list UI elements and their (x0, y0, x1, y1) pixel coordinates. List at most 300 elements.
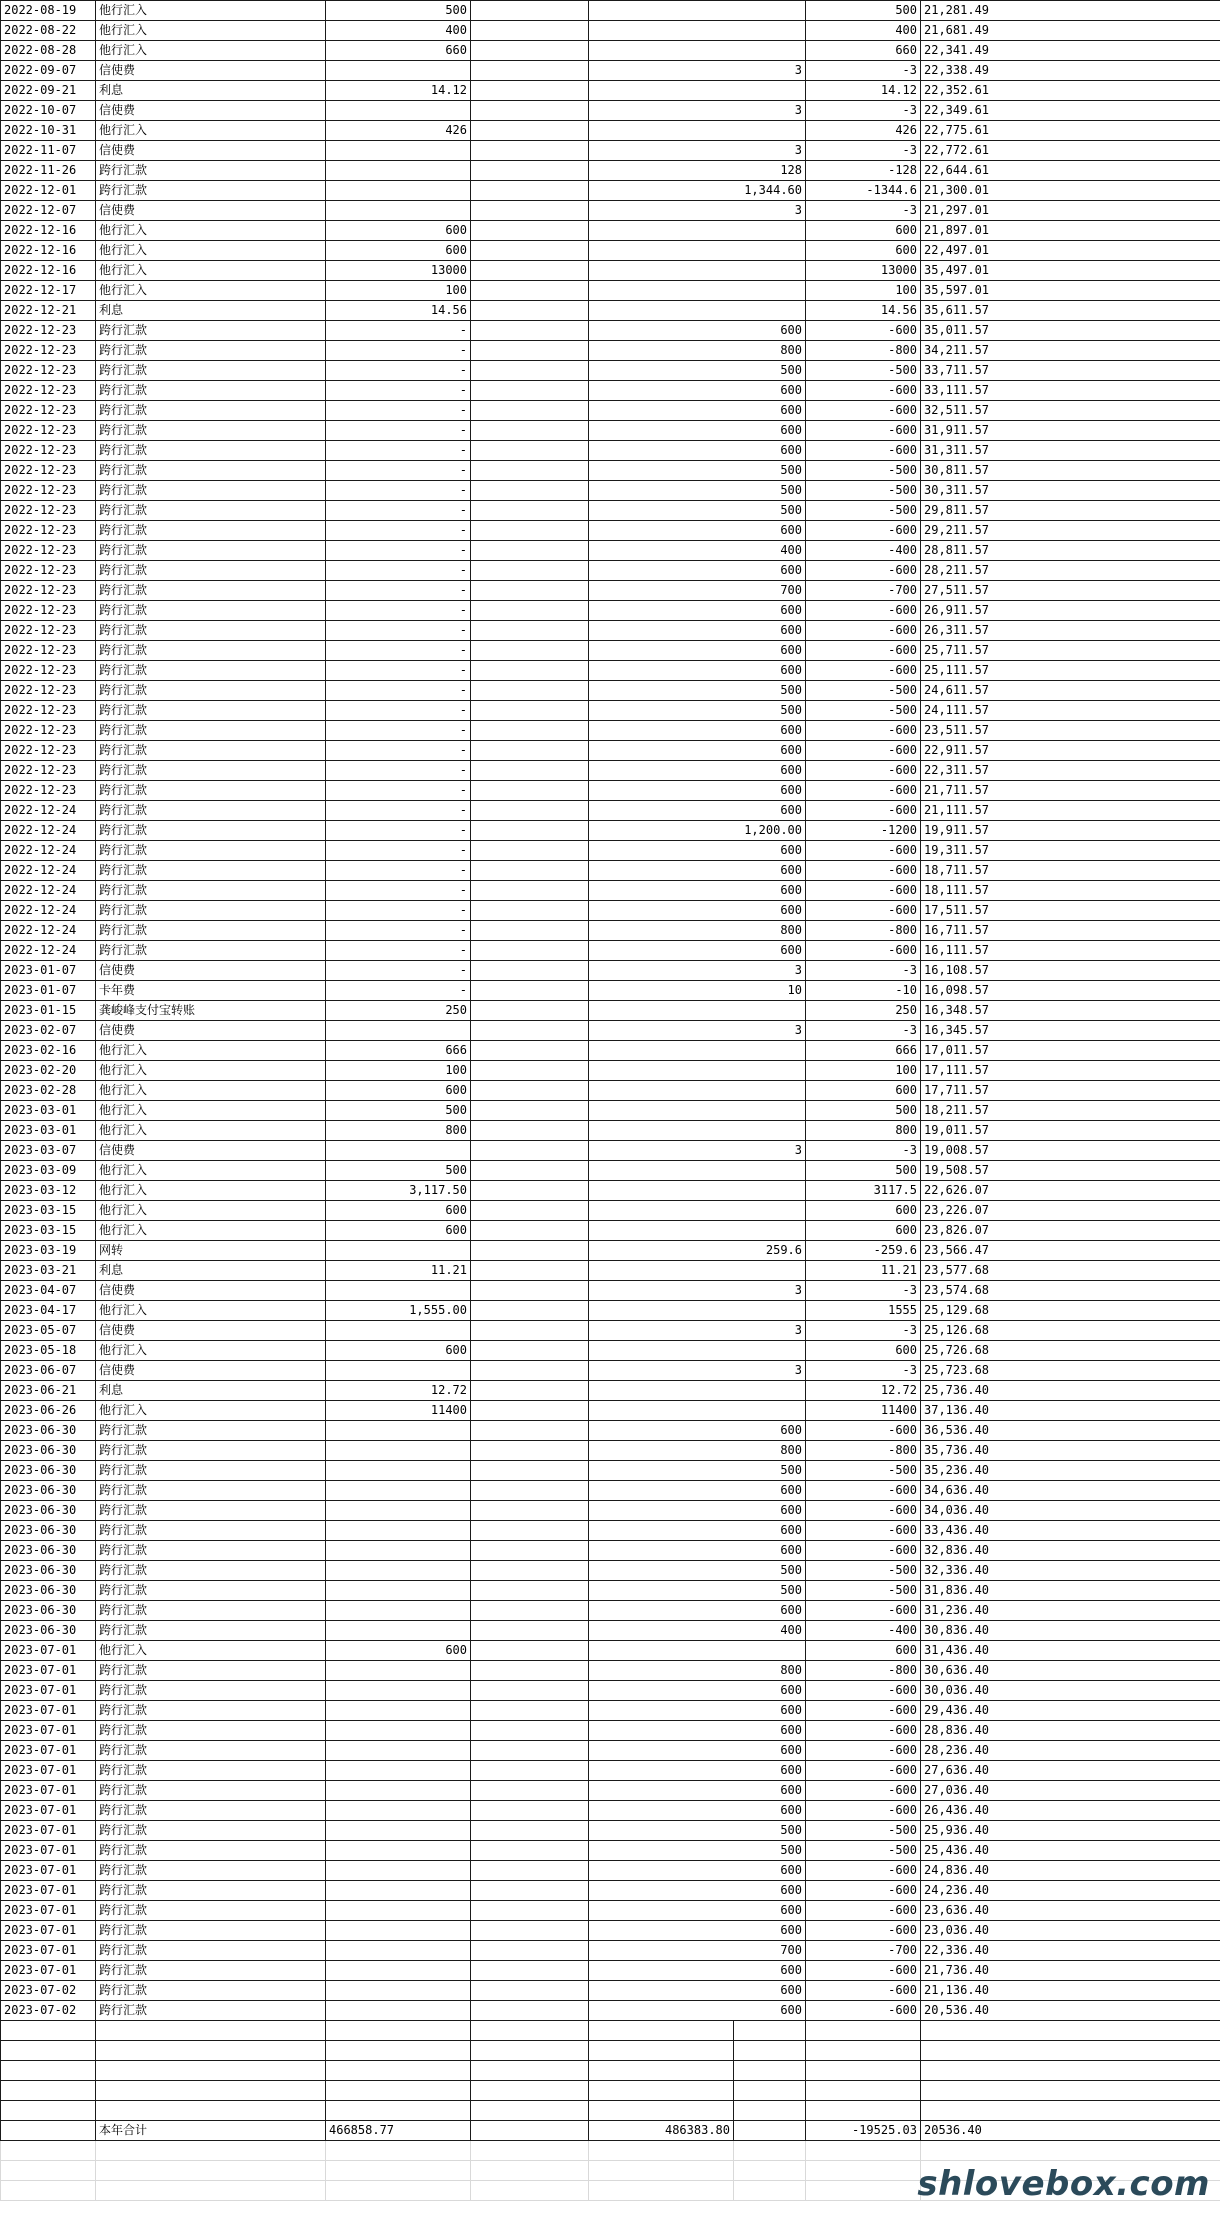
spacer-cell[interactable] (471, 401, 589, 421)
net-cell[interactable]: -600 (806, 1541, 921, 1561)
ledger-row[interactable] (1, 1581, 1220, 1601)
balance-cell[interactable]: 22,626.07 (921, 1181, 1220, 1201)
net-cell[interactable]: -600 (806, 1421, 921, 1441)
date-cell[interactable]: 2023-02-16 (1, 1041, 96, 1061)
ledger-row[interactable] (1, 221, 1220, 241)
net-cell[interactable]: -700 (806, 581, 921, 601)
date-cell[interactable]: 2023-06-30 (1, 1441, 96, 1461)
ledger-row[interactable] (1, 381, 1220, 401)
expense-cell[interactable]: 600 (589, 421, 806, 441)
spacer-cell[interactable] (471, 21, 589, 41)
ledger-row[interactable] (1, 1661, 1220, 1681)
ledger-row[interactable] (1, 1681, 1220, 1701)
ledger-row[interactable] (1, 1921, 1220, 1941)
income-cell[interactable] (326, 201, 471, 221)
ledger-row[interactable] (1, 1541, 1220, 1561)
income-cell[interactable]: - (326, 601, 471, 621)
balance-cell[interactable]: 28,236.40 (921, 1741, 1220, 1761)
date-cell[interactable]: 2023-03-21 (1, 1261, 96, 1281)
income-cell[interactable]: - (326, 521, 471, 541)
expense-cell[interactable] (589, 21, 806, 41)
total-row[interactable] (1, 2121, 1220, 2141)
income-cell[interactable] (326, 1581, 471, 1601)
expense-cell[interactable]: 700 (589, 581, 806, 601)
expense-cell[interactable]: 600 (589, 1961, 806, 1981)
ledger-row[interactable] (1, 1561, 1220, 1581)
ledger-row[interactable] (1, 781, 1220, 801)
income-cell[interactable]: 100 (326, 281, 471, 301)
balance-cell[interactable]: 16,711.57 (921, 921, 1220, 941)
type-cell[interactable]: 龚峻峰支付宝转账 (96, 1001, 326, 1021)
balance-cell[interactable]: 17,111.57 (921, 1061, 1220, 1081)
net-cell[interactable]: 1555 (806, 1301, 921, 1321)
date-cell[interactable]: 2022-10-31 (1, 121, 96, 141)
expense-cell[interactable]: 3 (589, 1141, 806, 1161)
date-cell[interactable]: 2023-03-09 (1, 1161, 96, 1181)
ledger-row[interactable] (1, 21, 1220, 41)
total-label[interactable]: 本年合计 (96, 2121, 326, 2141)
spacer-cell[interactable] (471, 881, 589, 901)
date-cell[interactable]: 2023-07-01 (1, 1701, 96, 1721)
expense-cell[interactable] (589, 1301, 806, 1321)
income-cell[interactable] (326, 101, 471, 121)
income-cell[interactable] (326, 1541, 471, 1561)
balance-cell[interactable]: 16,111.57 (921, 941, 1220, 961)
net-cell[interactable]: 600 (806, 1201, 921, 1221)
net-cell[interactable]: 100 (806, 1061, 921, 1081)
income-cell[interactable]: - (326, 941, 471, 961)
ledger-row[interactable] (1, 1241, 1220, 1261)
spacer-cell[interactable] (471, 1161, 589, 1181)
ledger-row[interactable] (1, 41, 1220, 61)
type-cell[interactable]: 跨行汇款 (96, 1421, 326, 1441)
date-cell[interactable]: 2023-06-30 (1, 1521, 96, 1541)
net-cell[interactable]: -600 (806, 621, 921, 641)
type-cell[interactable]: 跨行汇款 (96, 921, 326, 941)
income-cell[interactable]: 250 (326, 1001, 471, 1021)
type-cell[interactable]: 跨行汇款 (96, 1701, 326, 1721)
expense-cell[interactable]: 600 (589, 661, 806, 681)
net-cell[interactable]: -600 (806, 321, 921, 341)
income-cell[interactable] (326, 1321, 471, 1341)
ledger-row[interactable] (1, 461, 1220, 481)
income-cell[interactable] (326, 1901, 471, 1921)
type-cell[interactable]: 跨行汇款 (96, 801, 326, 821)
ledger-row[interactable] (1, 1901, 1220, 1921)
spacer-cell[interactable] (471, 861, 589, 881)
net-cell[interactable]: -600 (806, 801, 921, 821)
income-cell[interactable]: 500 (326, 1, 471, 21)
type-cell[interactable]: 跨行汇款 (96, 741, 326, 761)
ledger-row[interactable] (1, 621, 1220, 641)
date-cell[interactable]: 2023-07-01 (1, 1901, 96, 1921)
net-cell[interactable]: 400 (806, 21, 921, 41)
balance-cell[interactable]: 16,348.57 (921, 1001, 1220, 1021)
ledger-row[interactable] (1, 581, 1220, 601)
expense-cell[interactable]: 600 (589, 781, 806, 801)
balance-cell[interactable]: 31,236.40 (921, 1601, 1220, 1621)
net-cell[interactable]: -600 (806, 1901, 921, 1921)
expense-cell[interactable]: 600 (589, 761, 806, 781)
spacer-cell[interactable] (471, 1141, 589, 1161)
net-cell[interactable]: -1200 (806, 821, 921, 841)
expense-cell[interactable]: 259.6 (589, 1241, 806, 1261)
expense-cell[interactable]: 500 (589, 681, 806, 701)
ledger-row[interactable] (1, 1721, 1220, 1741)
balance-cell[interactable]: 18,711.57 (921, 861, 1220, 881)
expense-cell[interactable]: 600 (589, 1781, 806, 1801)
net-cell[interactable]: -10 (806, 981, 921, 1001)
ledger-row[interactable] (1, 1961, 1220, 1981)
net-cell[interactable]: -600 (806, 1741, 921, 1761)
type-cell[interactable]: 信使费 (96, 201, 326, 221)
date-cell[interactable]: 2022-12-23 (1, 601, 96, 621)
income-cell[interactable]: - (326, 801, 471, 821)
net-cell[interactable]: -600 (806, 601, 921, 621)
date-cell[interactable]: 2022-12-24 (1, 901, 96, 921)
type-cell[interactable]: 跨行汇款 (96, 1801, 326, 1821)
balance-cell[interactable]: 22,497.01 (921, 241, 1220, 261)
net-cell[interactable]: -600 (806, 641, 921, 661)
ledger-row[interactable] (1, 1021, 1220, 1041)
expense-cell[interactable]: 600 (589, 1701, 806, 1721)
income-cell[interactable] (326, 1441, 471, 1461)
type-cell[interactable]: 他行汇入 (96, 121, 326, 141)
date-cell[interactable]: 2023-06-30 (1, 1541, 96, 1561)
net-cell[interactable]: -800 (806, 921, 921, 941)
date-cell[interactable]: 2023-07-01 (1, 1781, 96, 1801)
expense-cell[interactable]: 600 (589, 841, 806, 861)
expense-cell[interactable]: 10 (589, 981, 806, 1001)
date-cell[interactable]: 2023-06-30 (1, 1501, 96, 1521)
income-cell[interactable]: 100 (326, 1061, 471, 1081)
expense-cell[interactable]: 3 (589, 1321, 806, 1341)
date-cell[interactable]: 2023-06-30 (1, 1421, 96, 1441)
type-cell[interactable]: 跨行汇款 (96, 401, 326, 421)
spacer-cell[interactable] (471, 1381, 589, 1401)
spacer-cell[interactable] (471, 1041, 589, 1061)
total-empty-2[interactable] (734, 2121, 806, 2141)
date-cell[interactable]: 2022-12-23 (1, 541, 96, 561)
net-cell[interactable]: 500 (806, 1, 921, 21)
expense-cell[interactable] (589, 121, 806, 141)
ledger-row[interactable] (1, 1521, 1220, 1541)
ledger-row[interactable] (1, 1141, 1220, 1161)
net-cell[interactable]: -3 (806, 961, 921, 981)
balance-cell[interactable]: 26,911.57 (921, 601, 1220, 621)
income-cell[interactable]: 500 (326, 1101, 471, 1121)
date-cell[interactable]: 2023-03-07 (1, 1141, 96, 1161)
income-cell[interactable]: - (326, 901, 471, 921)
type-cell[interactable]: 信使费 (96, 61, 326, 81)
ledger-row[interactable] (1, 1001, 1220, 1021)
type-cell[interactable]: 他行汇入 (96, 41, 326, 61)
balance-cell[interactable]: 18,211.57 (921, 1101, 1220, 1121)
date-cell[interactable]: 2022-12-23 (1, 741, 96, 761)
balance-cell[interactable]: 33,711.57 (921, 361, 1220, 381)
spacer-cell[interactable] (471, 1681, 589, 1701)
type-cell[interactable]: 跨行汇款 (96, 2001, 326, 2021)
balance-cell[interactable]: 22,772.61 (921, 141, 1220, 161)
type-cell[interactable]: 跨行汇款 (96, 641, 326, 661)
ledger-row[interactable] (1, 1061, 1220, 1081)
spacer-cell[interactable] (471, 1761, 589, 1781)
net-cell[interactable]: 500 (806, 1161, 921, 1181)
spacer-cell[interactable] (471, 1921, 589, 1941)
balance-cell[interactable]: 24,611.57 (921, 681, 1220, 701)
type-cell[interactable]: 跨行汇款 (96, 1481, 326, 1501)
ledger-row[interactable] (1, 1, 1220, 21)
balance-cell[interactable]: 28,811.57 (921, 541, 1220, 561)
expense-cell[interactable]: 600 (589, 1521, 806, 1541)
date-cell[interactable]: 2023-06-30 (1, 1561, 96, 1581)
ledger-row[interactable] (1, 641, 1220, 661)
spacer-cell[interactable] (471, 1461, 589, 1481)
type-cell[interactable]: 跨行汇款 (96, 481, 326, 501)
balance-cell[interactable]: 19,911.57 (921, 821, 1220, 841)
type-cell[interactable]: 利息 (96, 1261, 326, 1281)
type-cell[interactable]: 跨行汇款 (96, 521, 326, 541)
income-cell[interactable]: 11400 (326, 1401, 471, 1421)
date-cell[interactable]: 2022-12-23 (1, 441, 96, 461)
net-cell[interactable]: -600 (806, 1801, 921, 1821)
ledger-row[interactable] (1, 1221, 1220, 1241)
type-cell[interactable]: 跨行汇款 (96, 1721, 326, 1741)
type-cell[interactable]: 跨行汇款 (96, 1901, 326, 1921)
net-cell[interactable]: -500 (806, 1841, 921, 1861)
expense-cell[interactable]: 600 (589, 1861, 806, 1881)
spacer-cell[interactable] (471, 1321, 589, 1341)
income-cell[interactable] (326, 1701, 471, 1721)
spacer-cell[interactable] (471, 1621, 589, 1641)
income-cell[interactable]: 600 (326, 1221, 471, 1241)
date-cell[interactable]: 2023-03-19 (1, 1241, 96, 1261)
income-cell[interactable] (326, 1961, 471, 1981)
balance-cell[interactable]: 23,826.07 (921, 1221, 1220, 1241)
date-cell[interactable]: 2022-12-23 (1, 621, 96, 641)
ledger-row[interactable] (1, 801, 1220, 821)
expense-cell[interactable]: 600 (589, 561, 806, 581)
type-cell[interactable]: 跨行汇款 (96, 821, 326, 841)
date-cell[interactable]: 2022-12-24 (1, 861, 96, 881)
date-cell[interactable]: 2022-12-16 (1, 221, 96, 241)
expense-cell[interactable] (589, 221, 806, 241)
type-cell[interactable]: 跨行汇款 (96, 1741, 326, 1761)
total-expense[interactable]: 486383.80 (589, 2121, 734, 2141)
expense-cell[interactable]: 600 (589, 1501, 806, 1521)
date-cell[interactable]: 2022-12-23 (1, 321, 96, 341)
date-cell[interactable]: 2022-12-23 (1, 701, 96, 721)
balance-cell[interactable]: 21,111.57 (921, 801, 1220, 821)
net-cell[interactable]: 3117.5 (806, 1181, 921, 1201)
spacer-cell[interactable] (471, 661, 589, 681)
date-cell[interactable]: 2023-07-02 (1, 1981, 96, 2001)
balance-cell[interactable]: 30,811.57 (921, 461, 1220, 481)
ledger-row[interactable] (1, 281, 1220, 301)
expense-cell[interactable] (589, 1181, 806, 1201)
ledger-row[interactable] (1, 1081, 1220, 1101)
spacer-cell[interactable] (471, 1021, 589, 1041)
balance-cell[interactable]: 23,036.40 (921, 1921, 1220, 1941)
balance-cell[interactable]: 27,511.57 (921, 581, 1220, 601)
ledger-row[interactable] (1, 421, 1220, 441)
net-cell[interactable]: -600 (806, 1861, 921, 1881)
ledger-row[interactable] (1, 761, 1220, 781)
balance-cell[interactable]: 23,226.07 (921, 1201, 1220, 1221)
spacer-cell[interactable] (471, 1481, 589, 1501)
type-cell[interactable]: 跨行汇款 (96, 901, 326, 921)
type-cell[interactable]: 信使费 (96, 1321, 326, 1341)
spacer-cell[interactable] (471, 41, 589, 61)
net-cell[interactable]: -3 (806, 1141, 921, 1161)
net-cell[interactable]: 11.21 (806, 1261, 921, 1281)
date-cell[interactable]: 2023-05-18 (1, 1341, 96, 1361)
type-cell[interactable]: 跨行汇款 (96, 601, 326, 621)
expense-cell[interactable]: 600 (589, 521, 806, 541)
blank-row[interactable] (1, 2081, 1220, 2101)
net-cell[interactable]: -600 (806, 421, 921, 441)
expense-cell[interactable]: 500 (589, 1821, 806, 1841)
net-cell[interactable]: 600 (806, 1221, 921, 1241)
type-cell[interactable]: 跨行汇款 (96, 1521, 326, 1541)
net-cell[interactable]: -500 (806, 1461, 921, 1481)
income-cell[interactable]: - (326, 481, 471, 501)
ledger-row[interactable] (1, 1201, 1220, 1221)
spacer-cell[interactable] (471, 1541, 589, 1561)
spacer-cell[interactable] (471, 421, 589, 441)
income-cell[interactable]: - (326, 761, 471, 781)
type-cell[interactable]: 信使费 (96, 1281, 326, 1301)
type-cell[interactable]: 跨行汇款 (96, 581, 326, 601)
balance-cell[interactable]: 25,711.57 (921, 641, 1220, 661)
type-cell[interactable]: 跨行汇款 (96, 501, 326, 521)
income-cell[interactable]: - (326, 961, 471, 981)
expense-cell[interactable]: 800 (589, 1661, 806, 1681)
balance-cell[interactable]: 34,636.40 (921, 1481, 1220, 1501)
balance-cell[interactable]: 19,311.57 (921, 841, 1220, 861)
type-cell[interactable]: 跨行汇款 (96, 721, 326, 741)
expense-cell[interactable] (589, 1001, 806, 1021)
expense-cell[interactable] (589, 1221, 806, 1241)
balance-cell[interactable]: 33,111.57 (921, 381, 1220, 401)
balance-cell[interactable]: 19,508.57 (921, 1161, 1220, 1181)
type-cell[interactable]: 他行汇入 (96, 221, 326, 241)
balance-cell[interactable]: 34,036.40 (921, 1501, 1220, 1521)
balance-cell[interactable]: 23,566.47 (921, 1241, 1220, 1261)
income-cell[interactable]: - (326, 361, 471, 381)
income-cell[interactable]: 426 (326, 121, 471, 141)
income-cell[interactable]: 666 (326, 1041, 471, 1061)
spacer-cell[interactable] (471, 181, 589, 201)
income-cell[interactable]: - (326, 701, 471, 721)
ledger-row[interactable] (1, 1161, 1220, 1181)
date-cell[interactable]: 2022-12-23 (1, 381, 96, 401)
balance-cell[interactable]: 22,341.49 (921, 41, 1220, 61)
spacer-cell[interactable] (471, 1701, 589, 1721)
net-cell[interactable]: -3 (806, 201, 921, 221)
balance-cell[interactable]: 32,336.40 (921, 1561, 1220, 1581)
spacer-cell[interactable] (471, 981, 589, 1001)
balance-cell[interactable]: 22,336.40 (921, 1941, 1220, 1961)
ledger-row[interactable] (1, 1361, 1220, 1381)
date-cell[interactable]: 2022-12-23 (1, 461, 96, 481)
expense-cell[interactable]: 500 (589, 1561, 806, 1581)
spacer-cell[interactable] (471, 781, 589, 801)
net-cell[interactable]: -3 (806, 61, 921, 81)
ledger-row[interactable] (1, 1861, 1220, 1881)
spacer-cell[interactable] (471, 241, 589, 261)
net-cell[interactable]: -600 (806, 1921, 921, 1941)
date-cell[interactable]: 2022-12-01 (1, 181, 96, 201)
type-cell[interactable]: 信使费 (96, 1021, 326, 1041)
date-cell[interactable]: 2023-07-01 (1, 1921, 96, 1941)
type-cell[interactable]: 跨行汇款 (96, 541, 326, 561)
expense-cell[interactable]: 600 (589, 1721, 806, 1741)
balance-cell[interactable]: 27,036.40 (921, 1781, 1220, 1801)
net-cell[interactable]: -400 (806, 1621, 921, 1641)
expense-cell[interactable]: 500 (589, 461, 806, 481)
ledger-row[interactable] (1, 981, 1220, 1001)
expense-cell[interactable]: 600 (589, 801, 806, 821)
expense-cell[interactable]: 400 (589, 1621, 806, 1641)
expense-cell[interactable] (589, 241, 806, 261)
ledger-row[interactable] (1, 241, 1220, 261)
income-cell[interactable]: - (326, 861, 471, 881)
type-cell[interactable]: 跨行汇款 (96, 1681, 326, 1701)
ledger-row[interactable] (1, 741, 1220, 761)
spacer-cell[interactable] (471, 761, 589, 781)
spacer-cell[interactable] (471, 1441, 589, 1461)
expense-cell[interactable]: 600 (589, 1921, 806, 1941)
balance-cell[interactable]: 35,597.01 (921, 281, 1220, 301)
expense-cell[interactable]: 500 (589, 481, 806, 501)
balance-cell[interactable]: 24,236.40 (921, 1881, 1220, 1901)
balance-cell[interactable]: 16,108.57 (921, 961, 1220, 981)
type-cell[interactable]: 他行汇入 (96, 1181, 326, 1201)
income-cell[interactable]: 600 (326, 1341, 471, 1361)
net-cell[interactable]: 100 (806, 281, 921, 301)
income-cell[interactable]: 500 (326, 1161, 471, 1181)
type-cell[interactable]: 跨行汇款 (96, 941, 326, 961)
expense-cell[interactable]: 800 (589, 1441, 806, 1461)
income-cell[interactable] (326, 1981, 471, 2001)
expense-cell[interactable]: 600 (589, 1601, 806, 1621)
type-cell[interactable]: 他行汇入 (96, 1101, 326, 1121)
expense-cell[interactable]: 600 (589, 1541, 806, 1561)
balance-cell[interactable]: 22,311.57 (921, 761, 1220, 781)
income-cell[interactable] (326, 1801, 471, 1821)
net-cell[interactable]: -600 (806, 1981, 921, 2001)
empty-row[interactable] (1, 2141, 1220, 2161)
spacer-cell[interactable] (471, 61, 589, 81)
ledger-row[interactable] (1, 1381, 1220, 1401)
type-cell[interactable]: 信使费 (96, 961, 326, 981)
expense-cell[interactable]: 800 (589, 341, 806, 361)
income-cell[interactable]: - (326, 781, 471, 801)
income-cell[interactable]: - (326, 881, 471, 901)
income-cell[interactable] (326, 1561, 471, 1581)
spacer-cell[interactable] (471, 901, 589, 921)
balance-cell[interactable]: 24,111.57 (921, 701, 1220, 721)
net-cell[interactable]: -600 (806, 721, 921, 741)
spacer-cell[interactable] (471, 741, 589, 761)
ledger-row[interactable] (1, 261, 1220, 281)
ledger-row[interactable] (1, 541, 1220, 561)
spacer-cell[interactable] (471, 1881, 589, 1901)
date-cell[interactable]: 2022-12-23 (1, 401, 96, 421)
income-cell[interactable] (326, 1861, 471, 1881)
balance-cell[interactable]: 17,011.57 (921, 1041, 1220, 1061)
